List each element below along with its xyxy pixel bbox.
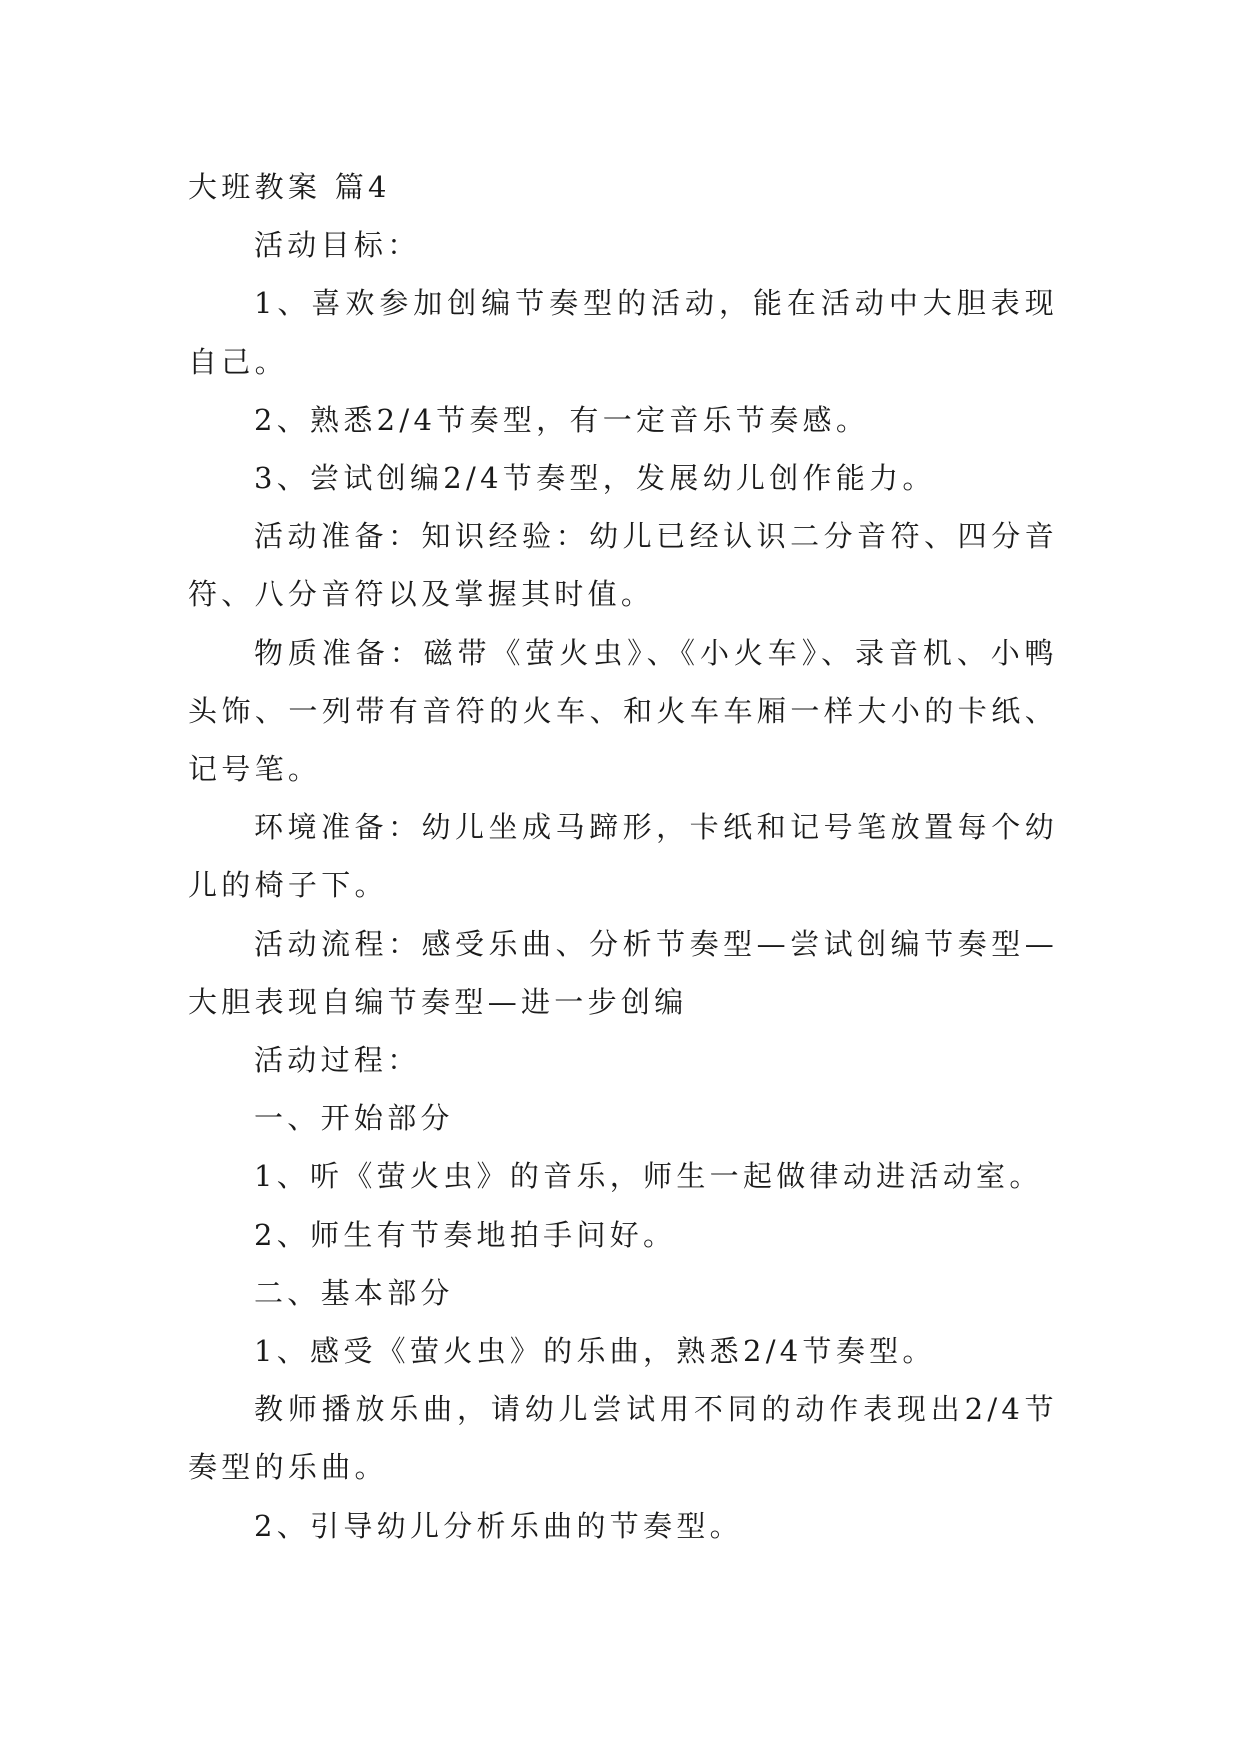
- paragraph-goal-2: 2、熟悉2/4节奏型，有一定音乐节奏感。: [254, 402, 870, 437]
- paragraph-section-opening: 一、开始部分: [254, 1101, 454, 1136]
- paragraph-preparation-knowledge: 活动准备：知识经验：幼儿已经认识二分音符、四分音符、八分音符以及掌握其时值。: [188, 519, 1058, 612]
- paragraph-goals-heading: 活动目标：: [254, 228, 421, 263]
- paragraph-preparation-materials: 物质准备：磁带《萤火虫》、《小火车》、录音机、小鸭头饰、一列带有音符的火车、和火车车厢一样大小的卡纸、记号笔。: [188, 635, 1058, 787]
- paragraph-activity-flow: 活动流程：感受乐曲、分析节奏型—尝试创编节奏型—大胆表现自编节奏型—进一步创编: [188, 926, 1058, 1019]
- paragraph-opening-step-1: 1、听《萤火虫》的音乐，师生一起做律动进活动室。: [254, 1159, 1043, 1194]
- paragraph-goal-3: 3、尝试创编2/4节奏型，发展幼儿创作能力。: [254, 461, 936, 496]
- document-body: [188, 158, 1058, 1555]
- document-title: 大班教案 篇4: [188, 170, 391, 204]
- paragraph-goal-1: 1、喜欢参加创编节奏型的活动，能在活动中大胆表现自己。: [188, 286, 1058, 379]
- paragraph-basic-step-1-detail: 教师播放乐曲，请幼儿尝试用不同的动作表现出2/4节奏型的乐曲。: [188, 1392, 1058, 1485]
- paragraph-basic-step-2: 2、引导幼儿分析乐曲的节奏型。: [254, 1508, 743, 1543]
- paragraph-opening-step-2: 2、师生有节奏地拍手问好。: [254, 1217, 677, 1252]
- paragraph-process-heading: 活动过程：: [254, 1043, 421, 1078]
- paragraph-section-basic: 二、基本部分: [254, 1275, 454, 1310]
- paragraph-basic-step-1: 1、感受《萤火虫》的乐曲，熟悉2/4节奏型。: [254, 1334, 936, 1369]
- paragraph-preparation-environment: 环境准备：幼儿坐成马蹄形，卡纸和记号笔放置每个幼儿的椅子下。: [188, 810, 1058, 903]
